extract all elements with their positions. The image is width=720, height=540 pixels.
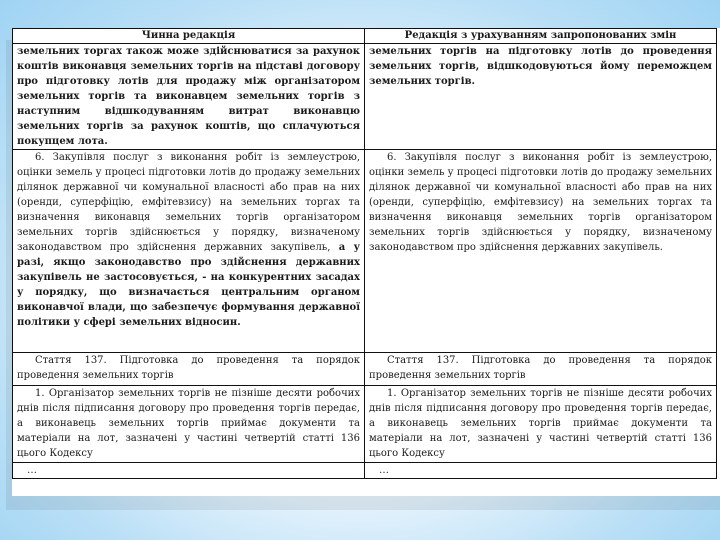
item6-current-text: 6. Закупівля послуг з виконання робіт із землеустрою, оцінки земель у процесі підготовки лотів до продажу земельних ділянок державної чи комунальної власності або прав на них (оренди, суперфіцію, емфітевзису) на земельних торгах та визначення виконавця земельних торгів організатором земельних торгів здійснюється у порядку, визначеному законодавством про здійснення державних закупівель, (17, 152, 360, 253)
cell-item6-proposed (365, 150, 717, 353)
intro-proposed-text: земельних торгів на підготовку лотів до проведення земельних торгів, відшкодовуються йому переможцем земельних торгів. (369, 46, 712, 87)
table-row (13, 44, 717, 150)
cell-article-current (13, 353, 365, 386)
ellipsis-proposed: … (365, 463, 717, 479)
table-header-row (13, 29, 717, 44)
cell-intro-current (13, 44, 365, 150)
cell-item1-current (13, 386, 365, 463)
ellipsis-current: … (13, 463, 365, 479)
intro-current-text: земельних торгах також може здійснюватися за рахунок коштів виконавця земельних торгів на підставі договору про підготовку лотів для продажу між організатором земельних торгів та виконавцем земельних торгів з наступним відшкодуванням витрат виконавцю земельних торгів за рахунок коштів, що сплачуються покупцем лота. (17, 46, 360, 147)
table-row (13, 150, 717, 353)
item6-current-paragraph (17, 150, 360, 330)
cell-article-proposed (365, 353, 717, 386)
cell-item6-current (13, 150, 365, 353)
cell-intro-proposed (365, 44, 717, 150)
item6-current-bold-text: а у разі, якщо законодавство про здійснення державних закупівель не застосовується, - на конкурентних засадах у порядку, що визначається центральним органом виконавчої влади, що забезпечує формування державної політики у сфері земельних відносин. (17, 242, 360, 328)
header-current-version: Чинна редакція (13, 29, 365, 44)
item1-proposed-text: 1. Організатор земельних торгів не пізніше десяти робочих днів після підписання договору про проведення торгів передає, а виконавець земельних торгів приймає документи та матеріали на лот, зазначені у частині четвертій статті 136 цього Кодексу (369, 388, 712, 459)
table-row (13, 386, 717, 463)
article-current-title: Стаття 137. Підготовка до проведення та порядок проведення земельних торгів (17, 355, 360, 381)
comparison-table (12, 28, 717, 479)
cell-item1-proposed (365, 386, 717, 463)
table-row (13, 353, 717, 386)
document-page (12, 28, 720, 496)
item1-current-text: 1. Організатор земельних торгів не пізніше десяти робочих днів після підписання договору про проведення торгів передає, а виконавець земельних торгів приймає документи та матеріали на лот, зазначені у частині четвертій статті 136 цього Кодексу (17, 388, 360, 459)
article-proposed-title: Стаття 137. Підготовка до проведення та порядок проведення земельних торгів (369, 355, 712, 381)
header-proposed-version: Редакція з урахуванням запропонованих змін (365, 29, 717, 44)
table-row (13, 463, 717, 479)
item6-proposed-text: 6. Закупівля послуг з виконання робіт із землеустрою, оцінки земель у процесі підготовки лотів до продажу земельних ділянок державної чи комунальної власності або прав на них (оренди, суперфіцію, емфітевзису) на земельних торгах та визначення виконавця земельних торгів організатором земельних торгів здійснюється у порядку, визначеному законодавством про здійснення державних закупівель. (369, 152, 712, 253)
